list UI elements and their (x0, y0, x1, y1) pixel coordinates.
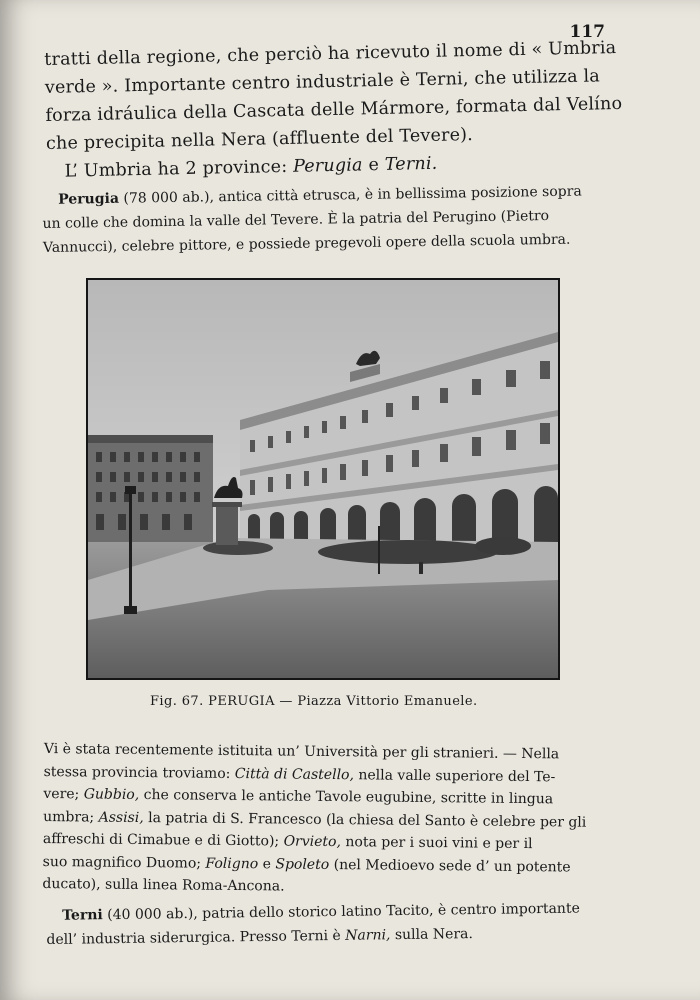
intro-paragraph (44, 34, 623, 186)
provinces-line: L’ Umbria ha 2 province: Perugia e Terni. (64, 153, 438, 182)
text-line: suo magnifico Duomo; Foligno e Spoleto (nel Medioevo sede d’ un potente (42, 853, 571, 876)
text-line: Perugia (78 000 ab.), antica città etrusca, è in bellissima posizione sopra (58, 183, 582, 208)
photo-illustration (88, 280, 558, 678)
figure-caption: Fig. 67. PERUGIA — Piazza Vittorio Emanuele. (150, 694, 478, 709)
text-line: Terni (40 000 ab.), patria dello storico latino Tacito, è centro importante (62, 900, 580, 924)
text-line: verde ». Importante centro industriale è Terni, che utilizza la (44, 66, 601, 98)
text-line: affreschi di Cimabue e di Giotto); Orvieto, nota per i suoi vini e per il (42, 830, 533, 853)
city-name-perugia: Perugia (58, 190, 120, 208)
text-line: ducato), sulla linea Roma-Ancona. (42, 875, 285, 895)
text-line: un colle che domina la valle del Tevere. È la patria del Perugino (Pietro (42, 208, 550, 232)
text-line: vere; Gubbio, che conserva le antiche Tavole eugubine, scritte in lingua (43, 785, 554, 808)
photo-piazza-vittorio-emanuele (86, 278, 560, 680)
text-line: umbra; Assisi, la patria di S. Francesco (la chiesa del Santo è celebre per gli (43, 808, 587, 831)
text-line: Vi è stata recentemente istituita un’ Università per gli stranieri. — Nella (43, 740, 560, 763)
text-line: tratti della regione, che perciò ha ricevuto il nome di « Umbria (44, 38, 617, 70)
province-paragraph (42, 738, 614, 901)
text-line: dell’ industria siderurgica. Presso Terni è Narni, sulla Nera. (46, 926, 473, 948)
terni-paragraph (46, 896, 617, 952)
perugia-paragraph (42, 179, 613, 260)
province-terni: Terni. (384, 153, 438, 175)
left-building (88, 435, 213, 550)
text-line: che precipita nella Nera (affluente del Tevere). (45, 125, 474, 154)
text-line: forza idráulica della Cascata delle Mármore, formata dal Velíno (45, 93, 623, 126)
text-line: Vannucci), celebre pittore, e possiede pregevoli opere della scuola umbra. (42, 231, 571, 256)
page-number: 117 (569, 22, 605, 42)
city-name-terni: Terni (62, 907, 103, 924)
province-perugia: Perugia (292, 155, 363, 177)
text-line: stessa provincia troviamo: Città di Castello, nella valle superiore del Te- (43, 763, 556, 785)
